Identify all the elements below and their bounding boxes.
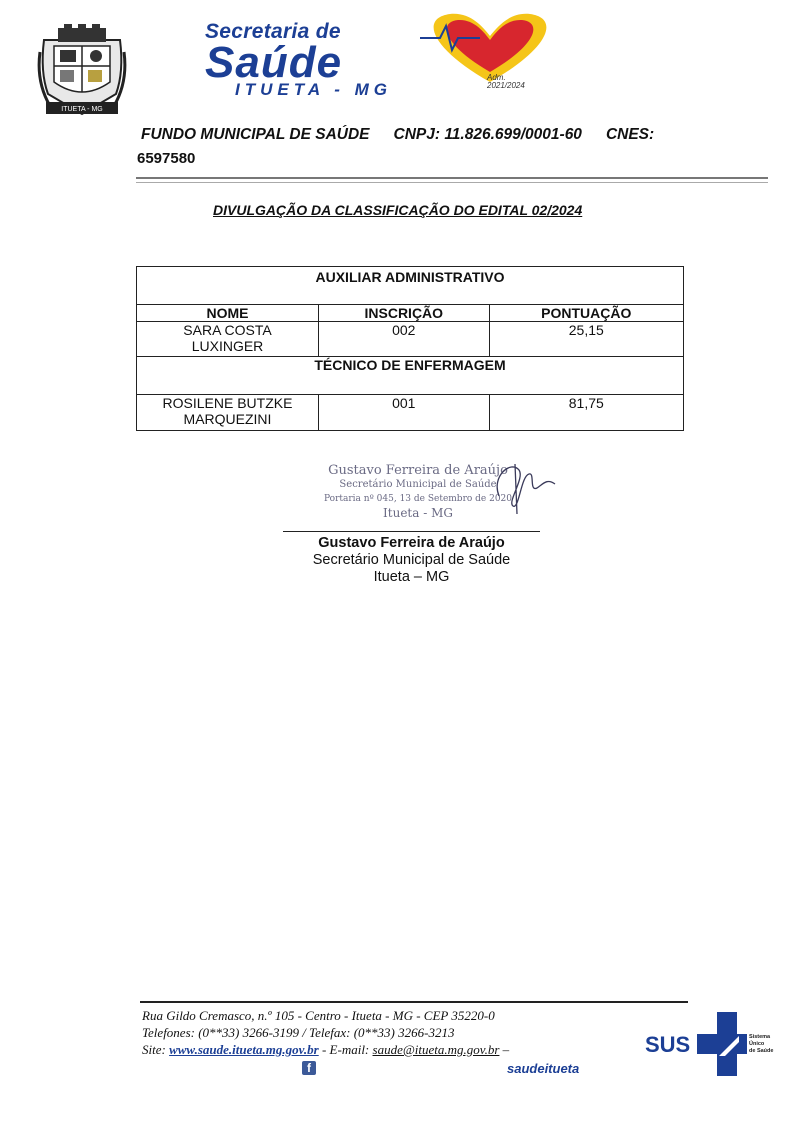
- sus-subtitle: [749, 1034, 773, 1055]
- logo-adm: [487, 74, 525, 90]
- cnes-label: CNES:: [605, 126, 655, 143]
- candidate-name: [137, 395, 319, 431]
- cnes-value: 6597580: [137, 150, 196, 167]
- sus-subtitle-line: Único: [749, 1041, 765, 1047]
- sus-subtitle-line: de Saúde: [749, 1048, 774, 1054]
- candidate-inscricao: 002: [319, 322, 490, 357]
- footer-phones: Telefones: (0**33) 3266-3199 / Telefax: (0**33) 3266-3213: [142, 1025, 455, 1040]
- logo-city: ITUETA - MG: [235, 80, 392, 99]
- section-header-row: [137, 267, 684, 305]
- signer-role: Secretário Municipal de Saúde: [312, 552, 511, 568]
- footer-contact: [142, 1007, 642, 1058]
- footer-web-line: [142, 1041, 642, 1058]
- logo-adm-years: 2021/2024: [487, 81, 525, 90]
- signer-block: [283, 535, 540, 586]
- stamp-city: Itueta - MG: [383, 506, 453, 520]
- fund-header: [141, 126, 678, 144]
- document-title: DIVULGAÇÃO DA CLASSIFICAÇÃO DO EDITAL 02/2024: [213, 202, 583, 218]
- signer-city: Itueta – MG: [373, 569, 450, 585]
- logo-title-top: Secretaria de: [205, 20, 341, 43]
- footer-site-link[interactable]: www.saude.itueta.mg.gov.br: [169, 1042, 319, 1057]
- sus-logo: [645, 1012, 785, 1082]
- header-divider: [136, 177, 768, 179]
- footer-address: Rua Gildo Cremasco, n.º 105 - Centro - Itueta - MG - CEP 35220-0: [142, 1008, 495, 1023]
- candidate-name-line: LUXINGER: [191, 338, 264, 354]
- footer-email-link[interactable]: saude@itueta.mg.gov.br: [372, 1042, 500, 1057]
- table-row: [137, 395, 684, 431]
- table-row: [137, 322, 684, 357]
- column-header-pontuacao: PONTUAÇÃO: [489, 305, 683, 322]
- signer-name: Gustavo Ferreira de Araújo: [318, 535, 505, 551]
- fund-name: FUNDO MUNICIPAL DE SAÚDE: [141, 126, 370, 143]
- sus-subtitle-line: Sistema: [749, 1034, 771, 1040]
- municipal-crest-logo: [36, 22, 128, 122]
- cnpj: CNPJ: 11.826.699/0001-60: [393, 126, 582, 143]
- handwritten-signature: [485, 456, 565, 518]
- footer-site-label: Site:: [142, 1042, 166, 1057]
- column-header-nome: NOME: [137, 305, 319, 322]
- header-divider-thin: [136, 182, 768, 183]
- candidate-pontuacao: 81,75: [489, 395, 683, 431]
- candidate-name-line: ROSILENE BUTZKE: [162, 395, 293, 411]
- sus-logo-text: SUS: [645, 1032, 691, 1057]
- logo-adm-label: Adm.: [487, 73, 506, 82]
- logo-title-main: Saúde: [205, 38, 343, 87]
- classification-table: [136, 266, 684, 431]
- stamp-portaria: Portaria nº 045, 13 de Setembro de 2020: [323, 494, 512, 504]
- column-header-row: [137, 305, 684, 322]
- candidate-name-line: SARA COSTA: [183, 322, 272, 338]
- stamp-role: Secretário Municipal de Saúde: [339, 479, 497, 490]
- footer-email-label: - E-mail:: [321, 1042, 370, 1057]
- candidate-pontuacao: 25,15: [489, 322, 683, 357]
- section-title: TÉCNICO DE ENFERMAGEM: [137, 357, 684, 395]
- footer-divider: [140, 1001, 688, 1003]
- stamp-name: Gustavo Ferreira de Araújo: [328, 463, 508, 478]
- candidate-inscricao: 001: [319, 395, 490, 431]
- crest-banner-text: ITUETA - MG: [61, 106, 103, 113]
- section-title: AUXILIAR ADMINISTRATIVO: [137, 267, 684, 305]
- candidate-name-line: MARQUEZINI: [183, 411, 272, 427]
- secretaria-saude-logo: [195, 8, 565, 98]
- facebook-icon[interactable]: f: [302, 1061, 316, 1075]
- candidate-name: [137, 322, 319, 357]
- signature-line: [283, 531, 540, 532]
- footer-email-suffix: –: [499, 1042, 510, 1057]
- section-header-row: [137, 357, 684, 395]
- social-handle[interactable]: saudeitueta: [507, 1061, 580, 1076]
- column-header-inscricao: INSCRIÇÃO: [319, 305, 490, 322]
